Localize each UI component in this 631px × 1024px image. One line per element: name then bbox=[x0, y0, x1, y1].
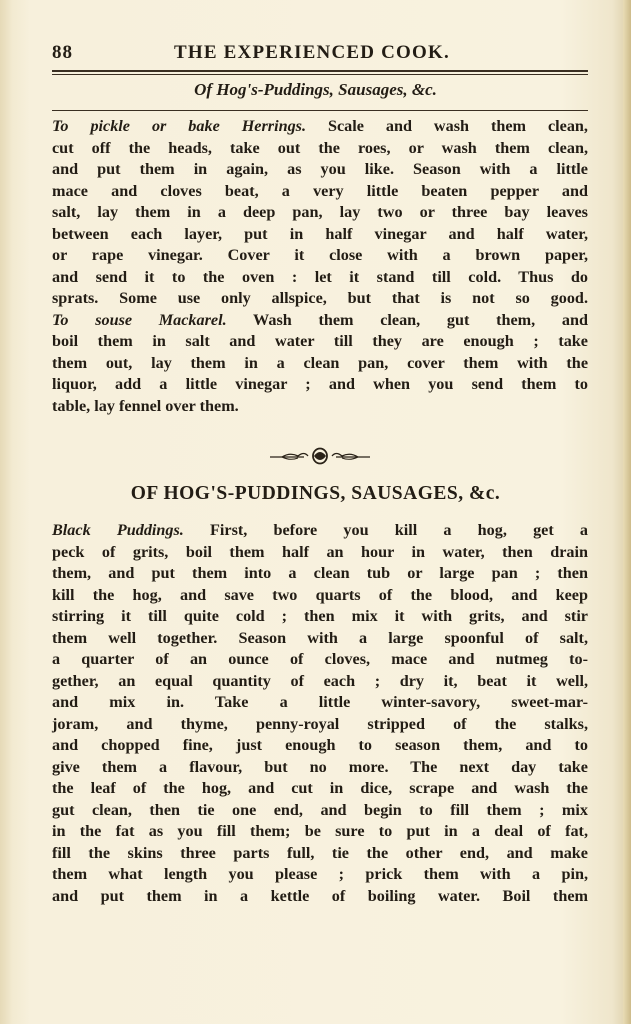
recipe-body-text: and send it to the oven : let it stand till cold. Thus do bbox=[52, 267, 588, 286]
recipe-body-text: table, lay fennel over them. bbox=[52, 396, 239, 415]
recipe-body-text: or rape vinegar. Cover it close with a brown paper, bbox=[52, 246, 588, 264]
recipe-heading: To souse Mackarel. bbox=[52, 310, 227, 329]
recipe-body-text: mace and cloves beat, a very little beaten pepper and bbox=[52, 181, 588, 200]
text-line bbox=[52, 288, 588, 310]
recipe-body-text: the leaf of the hog, and cut in dice, scrape and wash the bbox=[52, 779, 588, 797]
recipe-heading: To pickle or bake Herrings. bbox=[52, 117, 307, 135]
text-line bbox=[52, 396, 588, 418]
recipe-body-text: kill the hog, and save two quarts of the blood, and keep bbox=[52, 585, 588, 604]
recipe-body-text: cut off the heads, take out the roes, or wash them clean, bbox=[52, 138, 588, 157]
fleuron-ornament-icon bbox=[268, 447, 372, 465]
text-line bbox=[52, 585, 588, 607]
header-rule-thin bbox=[52, 74, 588, 75]
recipe-text-herrings-mackarel bbox=[52, 116, 588, 417]
text-line bbox=[52, 778, 588, 800]
text-line bbox=[52, 671, 588, 693]
recipe-body-text: First, before you kill a hog, get a bbox=[183, 521, 588, 539]
recipe-body-text: liquor, add a little vinegar ; and when you send them to bbox=[52, 375, 588, 393]
recipe-body-text: give them a flavour, but no more. The next day take bbox=[52, 757, 588, 776]
text-line bbox=[52, 606, 588, 628]
running-head: THE EXPERIENCED COOK. bbox=[174, 42, 450, 63]
recipe-body-text: in the fat as you fill them; be sure to put in a deal of fat, bbox=[52, 822, 588, 840]
recipe-body-text: Scale and wash them clean, bbox=[306, 117, 588, 135]
text-line bbox=[52, 310, 588, 332]
page-header bbox=[52, 42, 588, 68]
recipe-body-text: Wash them clean, gut them, and bbox=[226, 310, 588, 329]
recipe-heading: Black Puddings. bbox=[52, 521, 184, 539]
page-gutter-shadow bbox=[0, 0, 12, 1024]
recipe-body-text: gether, an equal quantity of each ; dry it, beat it well, bbox=[52, 671, 588, 690]
text-line bbox=[52, 245, 588, 267]
text-line bbox=[52, 563, 588, 585]
text-line bbox=[52, 353, 588, 375]
text-line bbox=[52, 864, 588, 886]
page-edge bbox=[623, 0, 631, 1024]
text-line bbox=[52, 520, 588, 542]
recipe-body-text: them well together. Season with a large spoonful of salt, bbox=[52, 628, 588, 647]
recipe-body-text: and put them in a kettle of boiling water. Boil them bbox=[52, 886, 588, 905]
page-number: 88 bbox=[52, 42, 73, 63]
text-line bbox=[52, 374, 588, 396]
text-line bbox=[52, 800, 588, 822]
text-line bbox=[52, 542, 588, 564]
text-line bbox=[52, 181, 588, 203]
recipe-body-text: them, and put them into a clean tub or large pan ; then bbox=[52, 564, 588, 582]
recipe-body-text: and mix in. Take a little winter-savory, sweet-mar- bbox=[52, 693, 588, 711]
recipe-body-text: fill the skins three parts full, tie the other end, and make bbox=[52, 843, 588, 862]
recipe-body-text: them out, lay them in a clean pan, cover them with the bbox=[52, 353, 588, 372]
text-line bbox=[52, 649, 588, 671]
text-line bbox=[52, 843, 588, 865]
text-line bbox=[52, 224, 588, 246]
text-line bbox=[52, 202, 588, 224]
recipe-body-text: gut clean, then tie one end, and begin to fill them ; mix bbox=[52, 800, 588, 819]
recipe-body-text: between each layer, put in half vinegar and half water, bbox=[52, 224, 588, 243]
recipe-body-text: stirring it till quite cold ; then mix it with grits, and stir bbox=[52, 607, 588, 625]
recipe-body-text: and put them in again, as you like. Season with a little bbox=[52, 160, 588, 178]
text-line bbox=[52, 628, 588, 650]
recipe-body-text: salt, lay them in a deep pan, lay two or three bay leaves bbox=[52, 203, 588, 221]
recipe-body-text: sprats. Some use only allspice, but that is not so good. bbox=[52, 289, 588, 307]
recipe-body-text: them what length you please ; prick them with a pin, bbox=[52, 865, 588, 883]
text-line bbox=[52, 138, 588, 160]
text-line bbox=[52, 159, 588, 181]
text-line bbox=[52, 116, 588, 138]
recipe-body-text: and chopped fine, just enough to season them, and to bbox=[52, 736, 588, 754]
text-line bbox=[52, 735, 588, 757]
header-rule bbox=[52, 70, 588, 72]
recipe-body-text: a quarter of an ounce of cloves, mace and nutmeg to- bbox=[52, 650, 588, 668]
recipe-body-text: boil them in salt and water till they are enough ; take bbox=[52, 332, 588, 350]
text-line bbox=[52, 821, 588, 843]
section-subhead: Of Hog's-Puddings, Sausages, &c. bbox=[194, 80, 437, 99]
text-line bbox=[52, 692, 588, 714]
text-line bbox=[52, 714, 588, 736]
subhead-rule bbox=[52, 110, 588, 111]
text-line bbox=[52, 886, 588, 908]
recipe-body-text: peck of grits, boil them half an hour in water, then drain bbox=[52, 542, 588, 561]
text-line bbox=[52, 267, 588, 289]
recipe-text-black-puddings bbox=[52, 520, 588, 907]
text-line bbox=[52, 757, 588, 779]
recipe-body-text: joram, and thyme, penny-royal stripped of the stalks, bbox=[52, 714, 588, 733]
section-title: OF HOG'S-PUDDINGS, SAUSAGES, &c. bbox=[130, 483, 501, 504]
text-line bbox=[52, 331, 588, 353]
